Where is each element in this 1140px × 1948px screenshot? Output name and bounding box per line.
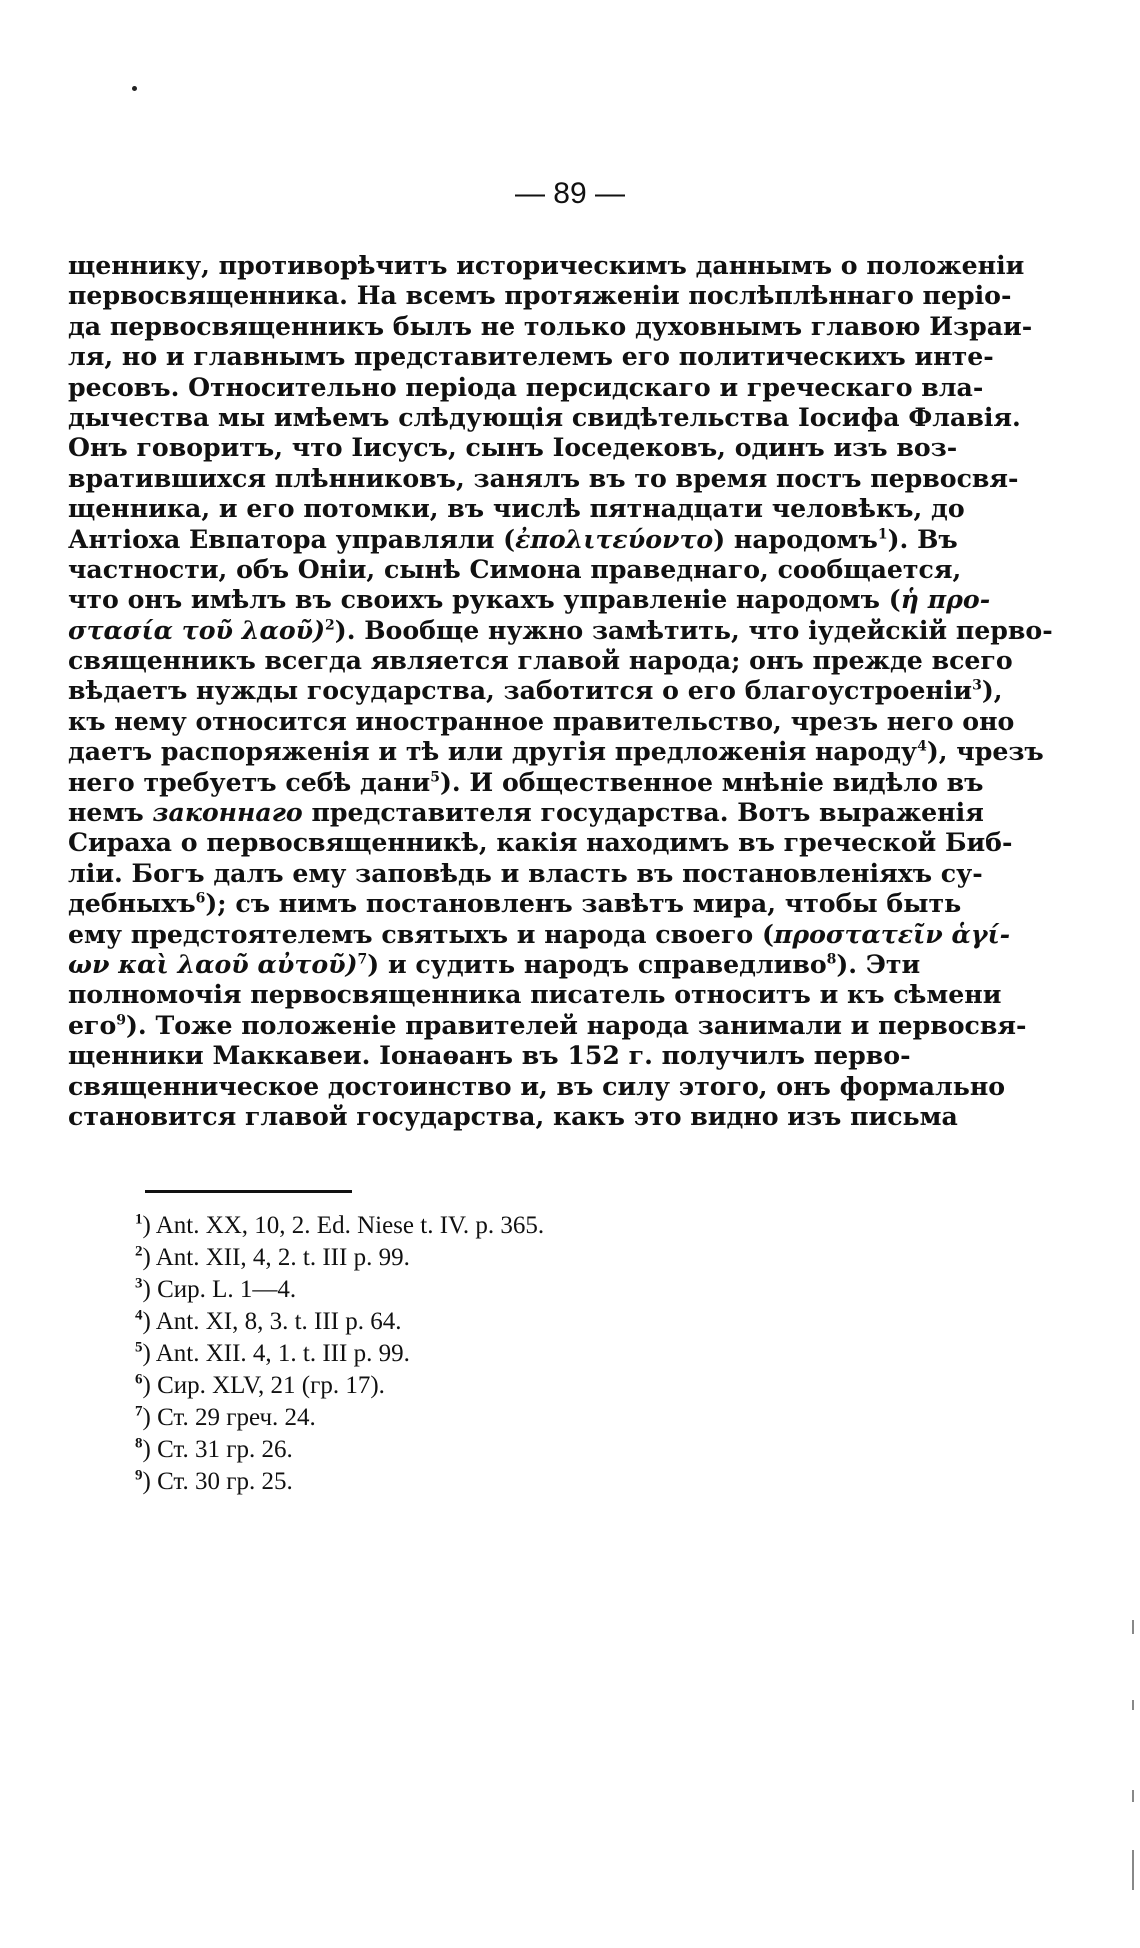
footnote-item <box>135 1274 544 1306</box>
footnote-item <box>135 1466 544 1498</box>
footnote-item <box>135 1210 544 1242</box>
text-run: ), чрезъ <box>926 736 1044 767</box>
text-run: даетъ распоряженія и тѣ или другія предложенія народу <box>68 736 918 767</box>
text-line: къ нему относится иностранное правительство, чрезъ него оно <box>68 705 1015 736</box>
footnote-mark: 9 <box>135 1467 143 1484</box>
text-line: щенника, и его потомки, въ числѣ пятнадцати человѣкъ, до <box>68 493 965 524</box>
footnote-ref[interactable]: 4 <box>917 738 927 755</box>
footnote-text: ) Ст. 29 греч. 24. <box>142 1404 316 1431</box>
text-run: ), <box>981 675 1003 706</box>
footnote-ref[interactable]: 3 <box>972 678 982 695</box>
text-line: Онъ говоритъ, что Іисусъ, сынъ Іоседековъ, одинъ изъ воз- <box>68 432 958 463</box>
footnote-text: ) Сир. XLV, 21 (гр. 17). <box>142 1372 385 1399</box>
text-line: да первосвященникъ былъ не только духовнымъ главою Израи- <box>68 310 1033 341</box>
footnote-mark: 5 <box>135 1339 143 1356</box>
text-run: что онъ имѣлъ въ своихъ рукахъ управленіе народомъ ( <box>68 584 901 615</box>
text-line <box>68 888 962 919</box>
italic-text: законнаго <box>152 797 303 828</box>
text-line <box>68 614 1053 645</box>
footnote-text: ) Ant. XX, 10, 2. Ed. Niese t. IV. p. 365. <box>142 1212 545 1239</box>
text-line: полномочія первосвященника писатель относитъ и къ сѣмени <box>68 979 1002 1010</box>
text-run: ). И общественное мнѣніе видѣло въ <box>439 766 984 797</box>
scan-edge-mark <box>1132 1790 1134 1802</box>
text-line: щеннику, противорѣчитъ историческимъ даннымъ о положеніи <box>68 250 1025 280</box>
footnote-item <box>135 1306 544 1338</box>
text-line <box>68 797 984 828</box>
footnote-item <box>135 1370 544 1402</box>
text-run: него требуетъ себѣ дани <box>68 766 431 797</box>
footnotes-list <box>135 1210 544 1498</box>
text-line <box>68 918 1011 949</box>
footnote-ref[interactable]: 9 <box>116 1012 127 1029</box>
text-line <box>68 523 958 554</box>
footnote-mark: 2 <box>135 1243 143 1260</box>
text-run: ). Тоже положеніе правителей народа занимали и первосвя- <box>126 1009 1027 1040</box>
text-run: ) и судить народъ справедливо <box>367 948 827 979</box>
text-line: частности, объ Оніи, сынѣ Симона праведнаго, сообщается, <box>68 553 962 584</box>
text-line <box>68 766 984 797</box>
footnote-text: ) Ст. 30 гр. 25. <box>142 1468 293 1495</box>
footnote-mark: 4 <box>135 1307 143 1324</box>
footnote-ref[interactable]: 6 <box>195 890 206 907</box>
footnote-ref[interactable]: 8 <box>826 951 837 968</box>
text-line <box>68 1009 1027 1040</box>
text-line: щенники Маккавеи. Іонаѳанъ въ 152 г. получилъ перво- <box>68 1040 911 1071</box>
text-line: священникъ всегда является главой народа; онъ прежде всего <box>68 645 1013 676</box>
footnote-mark: 3 <box>135 1275 143 1292</box>
text-run: его <box>68 1009 117 1040</box>
text-run: ). Эти <box>836 948 921 979</box>
footnote-text: ) Ant. XII. 4, 1. t. III p. 99. <box>142 1340 410 1367</box>
text-run: ) народомъ <box>713 523 878 554</box>
text-line <box>68 948 921 979</box>
text-run: ); съ нимъ постановленъ завѣтъ мира, чтобы быть <box>205 888 962 919</box>
greek-text: ἐπολιτεύοντο <box>515 523 714 554</box>
footnote-mark: 1 <box>135 1211 143 1228</box>
text-run: ) <box>313 614 326 645</box>
footnote-item <box>135 1338 544 1370</box>
text-run: ). Въ <box>887 523 958 554</box>
scan-edge-mark <box>1132 1620 1134 1634</box>
footnote-text: ) Ст. 31 гр. 26. <box>142 1436 293 1463</box>
text-line <box>68 584 991 615</box>
text-line <box>68 675 1003 706</box>
greek-text: ων καὶ λαοῦ αὐτοῦ <box>68 948 346 979</box>
footnote-ref[interactable]: 1 <box>877 526 888 543</box>
footnote-text: ) Ant. XII, 4, 2. t. III p. 99. <box>142 1244 410 1271</box>
text-run: представителя государства. Вотъ выраженія <box>302 797 984 828</box>
ink-speck <box>132 86 137 91</box>
text-line: становится главой государства, какъ это видно изъ письма <box>68 1100 958 1131</box>
text-run: немъ <box>68 797 153 828</box>
footnote-item <box>135 1402 544 1434</box>
text-run: вѣдаетъ нужды государства, заботится о его благоустроеніи <box>68 675 973 706</box>
footnote-mark: 6 <box>135 1371 143 1388</box>
scan-edge-mark <box>1132 1850 1134 1890</box>
footnote-ref[interactable]: 5 <box>430 769 440 786</box>
text-line <box>68 736 1044 767</box>
scan-edge-mark <box>1132 1700 1134 1710</box>
footnote-separator <box>145 1190 352 1193</box>
footnote-ref[interactable]: 2 <box>325 617 335 634</box>
text-line: ресовъ. Относительно періода персидскаго и греческаго вла- <box>68 371 984 402</box>
greek-text: στασία τοῦ λαοῦ <box>68 614 314 645</box>
footnote-ref[interactable]: 7 <box>357 951 368 968</box>
footnote-item <box>135 1434 544 1466</box>
text-line: ліи. Богъ далъ ему заповѣдь и власть въ постановленіяхъ су- <box>68 857 983 888</box>
text-line: вратившихся плѣнниковъ, занялъ въ то время постъ первосвя- <box>68 462 1019 493</box>
text-line: священническое достоинство и, въ силу этого, онъ формально <box>68 1070 1006 1101</box>
greek-text: προστατεῖν ἁγί- <box>773 918 1011 949</box>
page-number: — 89 — <box>514 177 626 210</box>
text-run: ему предстоятелемъ святыхъ и народа своего ( <box>68 918 774 949</box>
footnote-mark: 7 <box>135 1403 143 1420</box>
footnote-mark: 8 <box>135 1435 143 1452</box>
text-line: ля, но и главнымъ представителемъ его политическихъ инте- <box>68 341 994 372</box>
body-text <box>68 250 1053 1131</box>
greek-text: ἡ προ- <box>900 584 991 615</box>
text-run: ). Вообще нужно замѣтить, что іудейскій перво- <box>334 614 1053 645</box>
footnote-item <box>135 1242 544 1274</box>
text-line: дычества мы имѣемъ слѣдующія свидѣтельства Іосифа Флавія. <box>68 401 1021 432</box>
text-run: дебныхъ <box>68 888 196 919</box>
text-line: первосвященника. На всемъ протяженіи послѣплѣннаго періо- <box>68 280 1012 311</box>
text-run: ) <box>345 948 358 979</box>
footnote-text: ) Сир. L. 1—4. <box>142 1276 297 1303</box>
text-run: Антіоха Евпатора управляли ( <box>68 523 516 554</box>
text-line: Сираха о первосвященникѣ, какія находимъ въ греческой Биб- <box>68 827 1013 858</box>
footnote-text: ) Ant. XI, 8, 3. t. III p. 64. <box>142 1308 402 1335</box>
